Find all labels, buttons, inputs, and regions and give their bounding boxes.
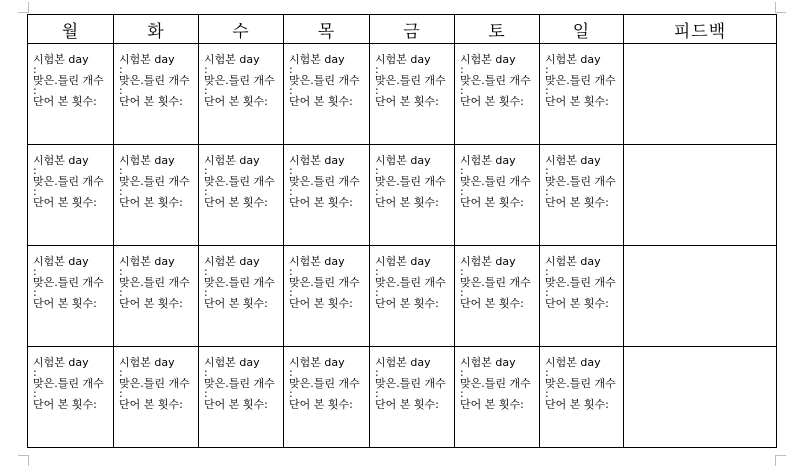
colon-mark: : bbox=[119, 185, 123, 198]
colon-mark: : bbox=[33, 366, 37, 379]
header-thursday: 목 bbox=[284, 15, 370, 44]
colon-mark: : bbox=[119, 265, 123, 278]
exam-day-label: 시험본 day bbox=[119, 255, 175, 268]
score-label: 맞은.틀린 개수 bbox=[289, 377, 360, 390]
exam-day-label: 시험본 day bbox=[460, 154, 516, 167]
exam-day-label: 시험본 day bbox=[375, 255, 431, 268]
colon-mark: : bbox=[375, 164, 379, 177]
exam-day-label: 시험본 day bbox=[375, 53, 431, 66]
score-label: 맞은.틀린 개수 bbox=[119, 276, 190, 289]
exam-day-label: 시험본 day bbox=[119, 356, 175, 369]
score-label: 맞은.틀린 개수 bbox=[545, 74, 616, 87]
day-cell[interactable] bbox=[28, 347, 114, 448]
day-cell[interactable] bbox=[28, 44, 114, 145]
review-count-label: 단어 본 횟수: bbox=[375, 297, 439, 310]
colon-mark: : bbox=[119, 164, 123, 177]
exam-day-label: 시험본 day bbox=[33, 356, 89, 369]
day-cell[interactable] bbox=[540, 145, 624, 246]
colon-mark: : bbox=[204, 366, 208, 379]
score-label: 맞은.틀린 개수 bbox=[33, 377, 104, 390]
feedback-cell[interactable] bbox=[624, 44, 777, 145]
colon-mark: : bbox=[204, 164, 208, 177]
page-corner-mark bbox=[775, 2, 786, 13]
day-cell[interactable] bbox=[114, 347, 199, 448]
score-label: 맞은.틀린 개수 bbox=[119, 175, 190, 188]
exam-day-label: 시험본 day bbox=[204, 356, 260, 369]
colon-mark: : bbox=[33, 63, 37, 76]
colon-mark: : bbox=[33, 286, 37, 299]
week-row bbox=[28, 44, 777, 145]
feedback-cell[interactable] bbox=[624, 347, 777, 448]
colon-mark: : bbox=[460, 84, 464, 97]
day-cell[interactable] bbox=[455, 145, 540, 246]
day-cell[interactable] bbox=[284, 145, 370, 246]
review-count-label: 단어 본 횟수: bbox=[460, 95, 524, 108]
colon-mark: : bbox=[289, 265, 293, 278]
feedback-cell[interactable] bbox=[624, 246, 777, 347]
day-cell[interactable] bbox=[199, 246, 284, 347]
review-count-label: 단어 본 횟수: bbox=[545, 196, 609, 209]
exam-day-label: 시험본 day bbox=[545, 53, 601, 66]
day-cell[interactable] bbox=[540, 347, 624, 448]
exam-day-label: 시험본 day bbox=[119, 154, 175, 167]
exam-day-label: 시험본 day bbox=[460, 356, 516, 369]
score-label: 맞은.틀린 개수 bbox=[375, 74, 446, 87]
day-cell[interactable] bbox=[540, 246, 624, 347]
day-cell-content bbox=[540, 347, 623, 410]
day-cell-content bbox=[284, 44, 369, 107]
score-label: 맞은.틀린 개수 bbox=[33, 276, 104, 289]
score-label: 맞은.틀린 개수 bbox=[33, 74, 104, 87]
exam-day-label: 시험본 day bbox=[545, 154, 601, 167]
review-count-label: 단어 본 횟수: bbox=[375, 398, 439, 411]
review-count-label: 단어 본 횟수: bbox=[204, 95, 268, 108]
day-cell-content bbox=[114, 246, 198, 309]
exam-day-label: 시험본 day bbox=[119, 53, 175, 66]
review-count-label: 단어 본 횟수: bbox=[33, 95, 97, 108]
day-cell-content bbox=[284, 347, 369, 410]
day-cell[interactable] bbox=[284, 44, 370, 145]
header-friday: 금 bbox=[370, 15, 455, 44]
colon-mark: : bbox=[119, 286, 123, 299]
colon-mark: : bbox=[460, 265, 464, 278]
review-count-label: 단어 본 횟수: bbox=[545, 398, 609, 411]
day-cell-content bbox=[199, 145, 283, 208]
score-label: 맞은.틀린 개수 bbox=[204, 74, 275, 87]
colon-mark: : bbox=[375, 387, 379, 400]
exam-day-label: 시험본 day bbox=[545, 255, 601, 268]
colon-mark: : bbox=[460, 366, 464, 379]
colon-mark: : bbox=[33, 164, 37, 177]
review-count-label: 단어 본 횟수: bbox=[33, 297, 97, 310]
colon-mark: : bbox=[204, 185, 208, 198]
review-count-label: 단어 본 횟수: bbox=[204, 398, 268, 411]
colon-mark: : bbox=[204, 286, 208, 299]
review-count-label: 단어 본 횟수: bbox=[119, 398, 183, 411]
colon-mark: : bbox=[375, 84, 379, 97]
colon-mark: : bbox=[33, 387, 37, 400]
review-count-label: 단어 본 횟수: bbox=[289, 196, 353, 209]
page-corner-mark bbox=[18, 455, 29, 466]
review-count-label: 단어 본 횟수: bbox=[545, 297, 609, 310]
day-cell-content bbox=[370, 347, 454, 410]
day-cell[interactable] bbox=[455, 347, 540, 448]
score-label: 맞은.틀린 개수 bbox=[204, 377, 275, 390]
colon-mark: : bbox=[460, 286, 464, 299]
colon-mark: : bbox=[289, 63, 293, 76]
exam-day-label: 시험본 day bbox=[460, 255, 516, 268]
review-count-label: 단어 본 횟수: bbox=[119, 297, 183, 310]
review-count-label: 단어 본 횟수: bbox=[460, 398, 524, 411]
review-count-label: 단어 본 횟수: bbox=[119, 196, 183, 209]
review-count-label: 단어 본 횟수: bbox=[33, 398, 97, 411]
review-count-label: 단어 본 횟수: bbox=[33, 196, 97, 209]
week-row bbox=[28, 246, 777, 347]
header-saturday: 토 bbox=[455, 15, 540, 44]
exam-day-label: 시험본 day bbox=[204, 255, 260, 268]
colon-mark: : bbox=[375, 286, 379, 299]
review-count-label: 단어 본 횟수: bbox=[289, 95, 353, 108]
day-cell-content bbox=[199, 347, 283, 410]
day-cell-content bbox=[370, 246, 454, 309]
exam-day-label: 시험본 day bbox=[289, 356, 345, 369]
review-count-label: 단어 본 횟수: bbox=[119, 95, 183, 108]
day-cell-content bbox=[114, 44, 198, 107]
day-cell-content bbox=[199, 246, 283, 309]
exam-day-label: 시험본 day bbox=[460, 53, 516, 66]
score-label: 맞은.틀린 개수 bbox=[33, 175, 104, 188]
header-wednesday: 수 bbox=[199, 15, 284, 44]
day-cell[interactable] bbox=[284, 246, 370, 347]
colon-mark: : bbox=[460, 185, 464, 198]
colon-mark: : bbox=[204, 265, 208, 278]
review-count-label: 단어 본 횟수: bbox=[545, 95, 609, 108]
colon-mark: : bbox=[545, 387, 549, 400]
exam-day-label: 시험본 day bbox=[289, 255, 345, 268]
day-cell-content bbox=[28, 347, 113, 410]
colon-mark: : bbox=[545, 366, 549, 379]
colon-mark: : bbox=[545, 63, 549, 76]
colon-mark: : bbox=[460, 164, 464, 177]
day-cell[interactable] bbox=[455, 44, 540, 145]
colon-mark: : bbox=[33, 265, 37, 278]
colon-mark: : bbox=[33, 185, 37, 198]
colon-mark: : bbox=[119, 84, 123, 97]
day-cell[interactable] bbox=[199, 347, 284, 448]
review-count-label: 단어 본 횟수: bbox=[375, 196, 439, 209]
week-row bbox=[28, 347, 777, 448]
score-label: 맞은.틀린 개수 bbox=[119, 377, 190, 390]
exam-day-label: 시험본 day bbox=[33, 53, 89, 66]
colon-mark: : bbox=[545, 286, 549, 299]
colon-mark: : bbox=[545, 265, 549, 278]
score-label: 맞은.틀린 개수 bbox=[545, 377, 616, 390]
exam-day-label: 시험본 day bbox=[375, 154, 431, 167]
day-cell-content bbox=[370, 145, 454, 208]
colon-mark: : bbox=[545, 164, 549, 177]
day-cell[interactable] bbox=[284, 347, 370, 448]
score-label: 맞은.틀린 개수 bbox=[460, 276, 531, 289]
exam-day-label: 시험본 day bbox=[375, 356, 431, 369]
score-label: 맞은.틀린 개수 bbox=[460, 74, 531, 87]
colon-mark: : bbox=[289, 366, 293, 379]
colon-mark: : bbox=[545, 84, 549, 97]
colon-mark: : bbox=[289, 286, 293, 299]
score-label: 맞은.틀린 개수 bbox=[375, 276, 446, 289]
header-row bbox=[28, 15, 777, 44]
colon-mark: : bbox=[375, 366, 379, 379]
colon-mark: : bbox=[460, 387, 464, 400]
day-cell-content bbox=[455, 145, 539, 208]
colon-mark: : bbox=[460, 63, 464, 76]
review-count-label: 단어 본 횟수: bbox=[375, 95, 439, 108]
day-cell[interactable] bbox=[199, 145, 284, 246]
exam-day-label: 시험본 day bbox=[33, 154, 89, 167]
page-corner-mark bbox=[775, 455, 786, 466]
day-cell[interactable] bbox=[199, 44, 284, 145]
weekly-study-table bbox=[27, 14, 777, 448]
review-count-label: 단어 본 횟수: bbox=[460, 297, 524, 310]
day-cell[interactable] bbox=[114, 44, 199, 145]
colon-mark: : bbox=[119, 387, 123, 400]
colon-mark: : bbox=[204, 63, 208, 76]
page-corner-mark bbox=[18, 2, 29, 13]
exam-day-label: 시험본 day bbox=[204, 53, 260, 66]
exam-day-label: 시험본 day bbox=[33, 255, 89, 268]
day-cell[interactable] bbox=[540, 44, 624, 145]
day-cell-content bbox=[540, 44, 623, 107]
score-label: 맞은.틀린 개수 bbox=[545, 175, 616, 188]
score-label: 맞은.틀린 개수 bbox=[204, 175, 275, 188]
week-row bbox=[28, 145, 777, 246]
exam-day-label: 시험본 day bbox=[289, 154, 345, 167]
feedback-cell[interactable] bbox=[624, 145, 777, 246]
day-cell[interactable] bbox=[114, 246, 199, 347]
day-cell[interactable] bbox=[370, 347, 455, 448]
score-label: 맞은.틀린 개수 bbox=[289, 175, 360, 188]
review-count-label: 단어 본 횟수: bbox=[289, 398, 353, 411]
day-cell-content bbox=[28, 246, 113, 309]
colon-mark: : bbox=[289, 164, 293, 177]
day-cell[interactable] bbox=[114, 145, 199, 246]
colon-mark: : bbox=[289, 84, 293, 97]
day-cell-content bbox=[370, 44, 454, 107]
colon-mark: : bbox=[375, 185, 379, 198]
exam-day-label: 시험본 day bbox=[545, 356, 601, 369]
day-cell-content bbox=[28, 44, 113, 107]
day-cell[interactable] bbox=[370, 145, 455, 246]
day-cell-content bbox=[284, 145, 369, 208]
day-cell-content bbox=[455, 246, 539, 309]
colon-mark: : bbox=[289, 387, 293, 400]
day-cell[interactable] bbox=[455, 246, 540, 347]
colon-mark: : bbox=[119, 366, 123, 379]
colon-mark: : bbox=[375, 63, 379, 76]
day-cell-content bbox=[28, 145, 113, 208]
colon-mark: : bbox=[545, 185, 549, 198]
exam-day-label: 시험본 day bbox=[204, 154, 260, 167]
day-cell-content bbox=[114, 145, 198, 208]
day-cell-content bbox=[114, 347, 198, 410]
day-cell[interactable] bbox=[370, 246, 455, 347]
day-cell[interactable] bbox=[370, 44, 455, 145]
day-cell-content bbox=[455, 44, 539, 107]
day-cell-content bbox=[455, 347, 539, 410]
day-cell-content bbox=[199, 44, 283, 107]
day-cell-content bbox=[540, 246, 623, 309]
score-label: 맞은.틀린 개수 bbox=[460, 175, 531, 188]
day-cell-content bbox=[284, 246, 369, 309]
score-label: 맞은.틀린 개수 bbox=[204, 276, 275, 289]
review-count-label: 단어 본 횟수: bbox=[204, 196, 268, 209]
day-cell[interactable] bbox=[28, 145, 114, 246]
colon-mark: : bbox=[289, 185, 293, 198]
colon-mark: : bbox=[204, 387, 208, 400]
colon-mark: : bbox=[204, 84, 208, 97]
score-label: 맞은.틀린 개수 bbox=[545, 276, 616, 289]
day-cell[interactable] bbox=[28, 246, 114, 347]
colon-mark: : bbox=[33, 84, 37, 97]
score-label: 맞은.틀린 개수 bbox=[460, 377, 531, 390]
score-label: 맞은.틀린 개수 bbox=[289, 276, 360, 289]
review-count-label: 단어 본 횟수: bbox=[289, 297, 353, 310]
header-monday: 월 bbox=[28, 15, 114, 44]
score-label: 맞은.틀린 개수 bbox=[375, 175, 446, 188]
exam-day-label: 시험본 day bbox=[289, 53, 345, 66]
header-sunday: 일 bbox=[540, 15, 624, 44]
colon-mark: : bbox=[119, 63, 123, 76]
header-feedback: 피드백 bbox=[624, 15, 777, 44]
header-tuesday: 화 bbox=[114, 15, 199, 44]
score-label: 맞은.틀린 개수 bbox=[375, 377, 446, 390]
score-label: 맞은.틀린 개수 bbox=[289, 74, 360, 87]
review-count-label: 단어 본 횟수: bbox=[460, 196, 524, 209]
score-label: 맞은.틀린 개수 bbox=[119, 74, 190, 87]
colon-mark: : bbox=[375, 265, 379, 278]
day-cell-content bbox=[540, 145, 623, 208]
review-count-label: 단어 본 횟수: bbox=[204, 297, 268, 310]
